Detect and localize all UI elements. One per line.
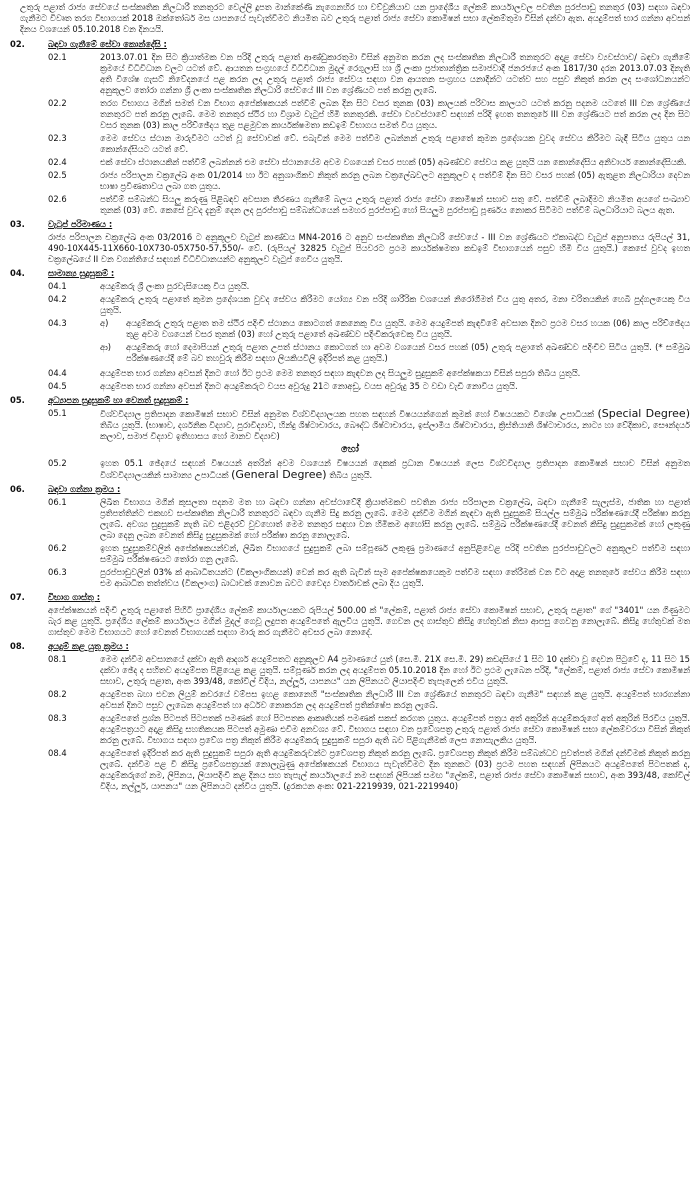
clause-08-3 (10, 713, 690, 746)
section-06-heading (10, 484, 690, 495)
section-05-heading (10, 395, 690, 406)
clause-text: අයදුම්පත භාර ගන්නා අවසන් දිනට හෝ ඊට ප්‍රථම මෙම තනතුර සඳහා කැඳවන ලද සියලුම සුදුසුකම් අපේක්ෂකයා විසින් සපුරා තිබිය යුතුයි. (100, 368, 581, 378)
clause-04-4 (10, 368, 690, 379)
section-title: විභාග ගාස්තු : (48, 592, 101, 602)
clause-number: 02.3 (48, 133, 67, 143)
clause-text: රාජ්‍ය පරිපාලන චක්‍රලේඛ අංක 01/2014 හා ඊට අනුශාංගිකව නිකුත් කරනු ලබන චක්‍රලේඛවලට අනුකූලව ද පත්වීම් දින සිට වසර පහක් (05) ඇතුළත නිලධාරියා දෙවන භාෂා ප්‍රවීණතාවය ලබා ගත යුතුය. (100, 170, 690, 191)
clause-text: මෙම දන්වීම අවසානයේ දක්වා ඇති ආදර්ශ අයදුම්පතට අනුකූලව A4 ප්‍රමාණයේ යුත් (සෙ.මී. 21X සෙ.මී. 29) කඩදාසියේ 1 සිට 10 දක්වා වූ දෙවන පිටුවේ ද, 11 සිට 15 දක්වා ඡේද ද සහිතව අයදුම්පත පිළියෙළ කළ යුතුයි. සම්පූර්ණ කරන ලද අයදුම්පත 05.10.2018 දින හෝ ඊට ප්‍රථම ලැබෙන පරිදි, "ලේකම්, පළාත් රාජ්‍ය සේවා කොමිෂන් සභාව, උතුරු පළාත, අංක 393/48, කෝවිල් විදිය, නල්ලූර්, යාපනය" යන ලිපිනයට ලියාපදිංචි තැපෑලෙන් එවිය යුතුයි. (100, 654, 690, 686)
clause-06-3 (10, 567, 690, 589)
clause-number: 06.2 (48, 543, 67, 553)
sub-clause-mark: ආ) (100, 342, 111, 352)
clause-02-1 (10, 52, 690, 96)
section-title: අධ්‍යාපන සුදුසුකම් හා වෙනත් සුදුසුකම් : (48, 395, 189, 405)
clause-text: අයදුම්කරු ශ්‍රී ලංකා පුරවැසියෙකු විය යුතුයි. (100, 281, 250, 291)
clause-text: පුරප්පාඩුවලින් 03% ක් ආබාධිතයන්ට (විකලාංගිකයන්) වෙන් කර ඇති බැවින් සෑම අපේක්ෂකයෙකුම පත්වීම සඳහා තේරීමක් වන විට අදාළ තනතුරේ සේවය කිරීම සඳහා එම ආබාධිත තත්ත්වය (විකලාංග) බාධාවක් නොවන බවට වෛද්‍ය වාර්තාවක් ලබා දිය යුතුයි. (100, 567, 690, 588)
clause-02-2 (10, 98, 690, 131)
clause-text: විශ්වවිද්‍යාල ප්‍රතිපාදන කොමිෂන් සභාව විසින් අනුමත විශ්වවිද්‍යාලයක පහත සඳහන් විෂයයන්ගෙන් කුමක් හෝ විෂයයකට විශේෂ උපාධියක් (100, 409, 598, 419)
clause-number: 08.3 (48, 713, 67, 723)
clause-05-2 (10, 458, 690, 481)
section-number: 08. (10, 641, 25, 651)
clause-02-6 (10, 194, 690, 216)
clause-text: තරග විභාගය මගින් සමත් වන විභාග අපේක්ෂකයන් පත්වීම් ලබන දින සිට වසර තුනක (03) කාලයක් පරිවාස කාලයට යටත් කරනු පදනම යටතේ III වන ශ්‍රේණියේ තනතුරට පත් කරනු ලැබේ. මෙම තනතුර ස්ථිර හා විශ්‍රාම වැටුප් හිමි තනතුරකි. සේවා ව්‍යවස්ථාවේ සඳහන් පරිදි ඉහත තනතුරේ III වන ශ්‍රේණියට පත් කරන ලද දින සිට වසර තුනක (03) කාල පරිච්ඡේදය තුළ පළමුවන කාර්යක්ෂමතා කඩඉම් විභාගය සමත් විය යුතුය. (100, 98, 690, 130)
sub-clause-aa (100, 342, 690, 364)
clause-text: ඉහත 05.1 ඡේදයේ සඳහන් විෂයයන් අතරින් අවම වශයෙන් විෂයයන් දෙකක් ප්‍රධාන විෂයයන් ලෙස විශ්වවිද්‍යාල ප්‍රතිපාදන කොමිෂන් සභාව විසින් අනුමත විශ්වවිද්‍යාලයකින් සාමාන්‍ය උපාධියක් (100, 458, 690, 480)
clause-number: 08.2 (48, 689, 67, 699)
clause-08-1 (10, 654, 690, 687)
degree-type-label: (Special Degree) (597, 407, 690, 420)
clause-text: අයදුම්පත භාර ගන්නා අවසන් දිනට අයදුම්කරුට වයස අවුරුදු 21ට නොඅඩු, වයස අවුරුදු 35 ට වඩා වැඩි නොවිය යුතුයි. (100, 381, 518, 391)
clause-text: එක් සේවා ස්ථානයකින් පත්වීම් ලබන්නන් එම සේවා ස්ථානයේම අවම වශයෙන් වසර පහක් (05) අඛණ්ඩව සේවය කළ යුතුයි යන කොන්දේසිය අනිවාර්ය කොන්දේසියකි. (100, 157, 687, 167)
section-04-heading (10, 268, 690, 279)
section-number: 03. (10, 219, 25, 229)
clause-text: පත්වීම් සම්බන්ධ සියලු කරුණු පිළිබඳව අවසාන තීරණය ගැනීමේ බලය උතුරු පළාත් රාජ්‍ය සේවා කොමිෂන් සභාව සතු වේ. පත්වීම් ලබාදීමට නියමිත අයගේ සංඛ්‍යාව තුනක් (03) වේ. කෙසේ වුවද දැනුම් දෙන ලද පුරප්පාඩු සම්බන්ධයෙන් සමහර පුරප්පාඩු හෝ සියලුම පුරප්පාඩු පූර්ණය නොකර සිටීමට පත්වීම් බලධාරියාට බලය ඇත. (100, 194, 690, 215)
clause-number: 04.4 (48, 368, 67, 378)
section-number: 07. (10, 592, 25, 602)
clause-text: අයදුම්කරු උතුරු පළාතේ කුමන ප්‍රදේශයක වුවද සේවය කිරීමට යෝග්‍ය වන පරිදි ශාරීරික වශයෙන් නිරෝගීමත් විය යුතු අතර, මනා චරිතයකින් හෙබි පුද්ගලයෙකු විය යුතුයි. (100, 294, 690, 315)
clause-number: 04.2 (48, 294, 67, 304)
clause-text-continued: තිබිය යුතුයි. (326, 470, 373, 480)
clause-number: 06.1 (48, 497, 67, 507)
salary-scale-text: රාජ්‍ය පරිපාලන චක්‍රලේඛ අංක 03/2016 ට අනුකූලව වැටුප් කාණ්ඩය MN4-2016 ට අනුව සංස්කෘතික නිලධාරි සේවයේ - III වන ශ්‍රේණියට ඒකාබද්ධ වැටුප් අනුපාතය රුපියල් 31, 490-10X445-11X660-10X730-05X750-57,550/- වේ. (රුපියල් 32825 වැටුප් පියවරට ප්‍රථම කාර්යක්ෂමතා කඩඉම් විභාගයෙන් පසුව හිමි විය යුතුයි.) කෙසේ වුවද ඉහත චක්‍රලේඛයේ II වන වගන්තියේ සඳහන් විධිවිධානයන්ට අනුකූලව වැටුප් ගෙවිය යුතුයි. (48, 232, 690, 264)
clause-02-4 (10, 157, 690, 168)
clause-02-3 (10, 133, 690, 155)
clause-08-2 (10, 689, 690, 711)
section-title: බඳවා ගන්නා ක්‍රමය : (48, 484, 121, 494)
clause-subitems (100, 318, 690, 366)
clause-number: 02.1 (48, 52, 67, 62)
section-08-heading (10, 641, 690, 652)
section-03-heading (10, 219, 690, 230)
clause-number: 02.5 (48, 170, 67, 180)
clause-text: අයදුම්පතේ ඉදිරිපත් කර ඇති සුදුසුකම් සපුරා ඇති අයදුම්කරුවන්ට ප්‍රවේශපත්‍ර නිකුත් කරනු ලැබේ. ප්‍රවේශපත්‍ර නිකුත් කිරීම සම්බන්ධව පුවත්පත් මගින් දන්වීමක් නිකුත් කරනු ලැබේ. දන්වීම පළ වී කිසිදු ප්‍රවේශපත්‍රයක් නොලැබුණු අපේක්ෂකයන් විභාගය පැවැත්වීමට දින තුනකට (03) ප්‍රථම පහත සඳහන් ලිපිනයට අයදුම්පතේ පිටපතක් ද, අයදුම්කරුගේ නම, ලිපිනය, ලියාපදිංචි කළ දිනය සහ තැපැල් කාර්යාලයේ නම සඳහන් ලිපියක් සමඟ "ලේකම්, පළාත් රාජ්‍ය සේවා කොමිෂන් සභාව, අංක 393/48, කෝවිල් විදිය, නල්ලූර්, යාපනය" යන ලිපිනයට දන්විය යුතුයි. (දුරකථන අංක: 021-2219939, 021-2219940) (100, 748, 690, 791)
clause-number: 08.1 (48, 654, 67, 664)
section-number: 04. (10, 268, 25, 278)
clause-text-group (100, 408, 690, 442)
clause-number: 02.2 (48, 98, 67, 108)
clause-number: 02.4 (48, 157, 67, 167)
clause-number: 08.4 (48, 748, 67, 758)
section-title: අයදුම් කළ යුතු ක්‍රමය : (48, 641, 129, 651)
exam-fee-text: අපේක්ෂකයන් පදිංචි උතුරු පළාතේ පිහිටි ප්‍රාදේශීය ලේකම් කාර්යාලයකට රුපියල් 500.00 ක් "ලේකම්, පළාත් රාජ්‍ය සේවා කොමිෂන් සභාව, උතුරු පළාත" ගේ "3401" යන ගිණුමට බැර කළ යුතුයි. ප්‍රදේශීය ලේකම් කාර්යාලය මගින් මුදල් ගෙවූ ලදුපත අයදුම්පතේ ඇලවිය යුතුයි. ගෙවන ලද ගාස්තුව කිසිදු හේතුවක් නිසා ආපසු ගෙවනු නොලැබේ. කිසිදු හේතුවක් මත ගාස්තුව මෙම විභාගයට හෝ වෙනත් විභාගයක් සඳහා මාරු කර ගැනීමට අවසර ලබා නොදේ. (48, 605, 690, 637)
clause-04-5 (10, 381, 690, 392)
clause-number: 04.1 (48, 281, 67, 291)
clause-number: 05.2 (48, 458, 67, 468)
clause-text: ඉහත සුදුසුකම්වලින් අපේක්ෂකයන්වන්, ලිඛිත විභාගයේ සුදුසුකම් ලබා සම්පූර්ණ ලකුණු ප්‍රමාණයේ අනුපිළිවෙළ පරිදි පවතින පුරප්පාඩුවලට අනුකූලව පත්වීම සඳහා සම්මුඛ පරීක්ෂණයට තෝරා ගනු ලැබේ. (100, 543, 690, 564)
clause-text: අයදුම්පතේ ප්‍රශ්න පිටපත් පිටපතක් පමණක් හෝ පිටපතක ආකෘතියක් පමණක් සකස් කරගත යුතුය. අයදුම්පත් පත්‍රය අත් අකුරින් අයදුම්කරුගේ අත් අකුරින් පිරවිය යුතුයි. අයදුම්පත්‍රයට අදාළ කිසිදු සහතිකයක පිටපත් අමුණා එවීම අනවශ්‍ය වේ. විභාගය සඳහා වන ප්‍රවේශපත්‍ර උතුරු පළාත් රාජ්‍ය සේවා කොමිෂන් සභා ලේකම්වරයා විසින් නිකුත් කරනු ලැබේ. විභාගය සඳහා ප්‍රවේශ පත්‍ර නිකුත් කිරීම අයදුම්කරු සුදුසුකම් සපුරා ඇති බව පිළිගැනීමක් ලෙස නොසැලකිය යුතුයි. (100, 713, 690, 745)
section-number: 02. (10, 39, 25, 49)
clause-number: 04.3 (48, 318, 67, 328)
clause-text: අයදුම්පත බහා එවන ලියුම් කවරයේ වම්පස ඉහළ කොනෙහි "සංස්කෘතික නිලධාරී III වන ශ්‍රේණියේ තනතුරට බඳවා ගැනීම" සඳහන් කළ යුතුයි. අයදුම්පත් භාරගන්නා අවසන් දිනට පසුව ලැබෙන අයදුම්පත් හා අර්ධව නොකරන ලද අයදුම්පත් ප්‍රතික්ෂේප කරනු ලැබේ. (100, 689, 690, 710)
clause-text: 2013.07.01 දින සිට ක්‍රියාත්මක වන පරිදි උතුරු පළාත් ආණ්ඩුකාරතුමා විසින් අනුමත කරන ලද සංස්කෘතික නිලධාරී තනතුරට අදාළ සේවා ව්‍යවස්ථාව/ බඳවා ගැනීමේ ක්‍රමයේ විධිවිධාන වලට යටත් වේ. ආයතන සංග්‍රහයේ විධිවිධාන මුදල් රෙගුලාසි හා ශ්‍රී ලංකා ප්‍රජාතාන්ත්‍රික සමාජවාදී ජනරජයේ අංක 1817/30 දරන 2013.07.03 දිනැති අති විශේෂ ගැසට් නිවේදනයේ පළ කරන ලද උතුරු පළාත් රාජ්‍ය සේවය සඳහා වන ආයතන සංග්‍රහය යනාදීන්ට යටත්ව සහ පසුව නිකුත් කරන ලද සංශෝධනයන්ට අනුකූලව තෝරා ගන්නා ශ්‍රී ලංකා සංස්කෘතික නිලධාරි සේවයේ III වන ශ්‍රේණියට පත් කරනු ලැබේ. (100, 52, 690, 95)
clause-05-1 (10, 408, 690, 442)
sub-clause-a (100, 318, 690, 340)
section-number: 06. (10, 484, 25, 494)
clause-number: 05.1 (48, 408, 67, 418)
section-02-heading (10, 39, 690, 50)
clause-04-2 (10, 294, 690, 316)
clause-text: ලිඛිත විභාගය මගින් කුසලතා පදනම මත හා බඳවා ගන්නා අවස්ථාවේදී ක්‍රියාත්මකව පවතින රාජ්‍ය පරිපාලන චක්‍රලේඛ, බඳවා ගැනීමේ සැලැස්ම, ජාතික හා පළාත් ප්‍රතිපත්තින්ට එකඟව සංස්කෘතික නිලධාරී තනතුරට බඳවා ගැනීම සිදු කරනු ලැබේ. මෙම දන්වීම මගින් කැඳවා ඇති සුදුසුකම් සියල්ල සම්මුඛ පරීක්ෂණයේදී පරීක්ෂා කරනු ලැබේ. අවශ්‍ය සුදුසුකම් නැති බව එළිදරව් වුවහොත් මෙම තනතුර සඳහා වන හිමිකම අහෝසි කරනු ලැබේ. සම්මුඛ පරීක්ෂණයේදී වෙනත් කිසිදු සුදුසුකමක් හෝ ලකුණු ලබා දෙනු ලබන වෙනත් කිසිදු සුදුසුකමක් හෝ පරීක්ෂා කරනු නොලැබේ. (100, 497, 690, 540)
intro-paragraph: උතුරු පළාත් රාජ්‍ය සේවයේ සංස්කෘතික නිලධාරී තනතුරට වෙල්ලි දූපත මාන්කේණි නැගෙනහිර හා වව්වුනියාව යන ප්‍රාදේශීය ලේකම් කාර්යාලවල පවතින පුරප්පාඩු තනතුර (03) සඳහා බඳවා ගැනීමට විවෘත තරග විභාගයක් 2018 ඔක්තෝබර් මස යාපනයේ පැවැත්වීමට නියමිත බව උතුරු පළාත් රාජ්‍ය සේවා කොමිෂන් සභා ලේකම්තුමා විසින් දන්වා ඇත. අයදුම්පත් භාර ගන්නා අවසන් දිනය වශයෙන් 05.10.2018 වන දිනයයි. (20, 2, 690, 34)
clause-text-group (100, 458, 690, 481)
clause-02-5 (10, 170, 690, 192)
or-separator: හෝ (341, 444, 359, 455)
clause-06-2 (10, 543, 690, 565)
clause-06-1 (10, 497, 690, 541)
section-title: බඳවා ගැනීමේ සේවා කොන්දේසි : (48, 39, 167, 49)
clause-number: 02.6 (48, 194, 67, 204)
clause-08-4 (10, 748, 690, 792)
clause-04-1 (10, 281, 690, 292)
clause-number: 06.3 (48, 567, 67, 577)
section-title: වැටුප් පරිමාණය : (48, 219, 113, 229)
clause-number: 04.5 (48, 381, 67, 391)
clause-text: මෙම සේවය ස්ථාන මාරුවීමට යටත් වූ සේවාවක් වේ. එබැවින් මෙම පත්වීම ලබන්නන් උතුරු පළාතේ කුමන ප්‍රදේශයක වුවද සේවය කිරීමට බැඳී සිටිය යුතුය යන කොන්දේසියට යටත් වේ. (100, 133, 690, 154)
clause-text-continued: තිබිය යුතුයි. (භාෂාව, දර්ශනික විද්‍යාව, පුරාවිද්‍යාව, හින්දු ශිෂ්ටාචාරය, බෞද්ධ ශිෂ්ටාචාරය, ඉස්ලාමීය ශිෂ්ටාචාරය, ක්‍රිස්තියානි ශිෂ්ටාචාරය, නාට්‍ය හා වේදිකාව, සෞන්දර්ය කලාව, සමාජ විද්‍යාව ඉතිහාසය හෝ මානව විද්‍යාව) (100, 420, 690, 441)
section-number: 05. (10, 395, 25, 405)
sub-clause-mark: අ) (100, 318, 109, 328)
clause-04-3 (10, 318, 690, 366)
sub-clause-text: අයදුම්කරු උතුරු පළාත තම ස්ථිර පදිංචි ස්ථානය කොටගත් කෙනෙකු විය යුතුයි. මෙම අයදුම්පත් කැඳවීමේ අවසාන දිනට ප්‍රථම වසර හයක (06) කාල පරිච්ඡේදය තුළ අවම වශයෙන් වසර තුනක් (03) හෝ උතුරු පළාතේ අඛණ්ඩව පදිංචිකරුවෙකු විය යුතුයි. (126, 318, 690, 339)
section-title: සාමාන්‍ය සුදුසුකම් : (48, 268, 115, 278)
section-07-heading (10, 592, 690, 603)
sub-clause-text: අයදුම්කරු හෝ දෙමාපියන් උතුරු පළාත උපත් ස්ථානය කොටගත් හා අවම වශයෙන් වසර පහක් (05) උතුරු පළාතේ අඛණ්ඩව පදිංචිව සිටිය යුතුයි. (* සම්මුඛ පරීක්ෂණයේදී මේ බව තහවුරු කිරීම සඳහා ලියකියවිලි ඉදිරිපත් කළ යුතුයි.) (126, 342, 690, 363)
degree-type-label: (General Degree) (231, 468, 327, 481)
